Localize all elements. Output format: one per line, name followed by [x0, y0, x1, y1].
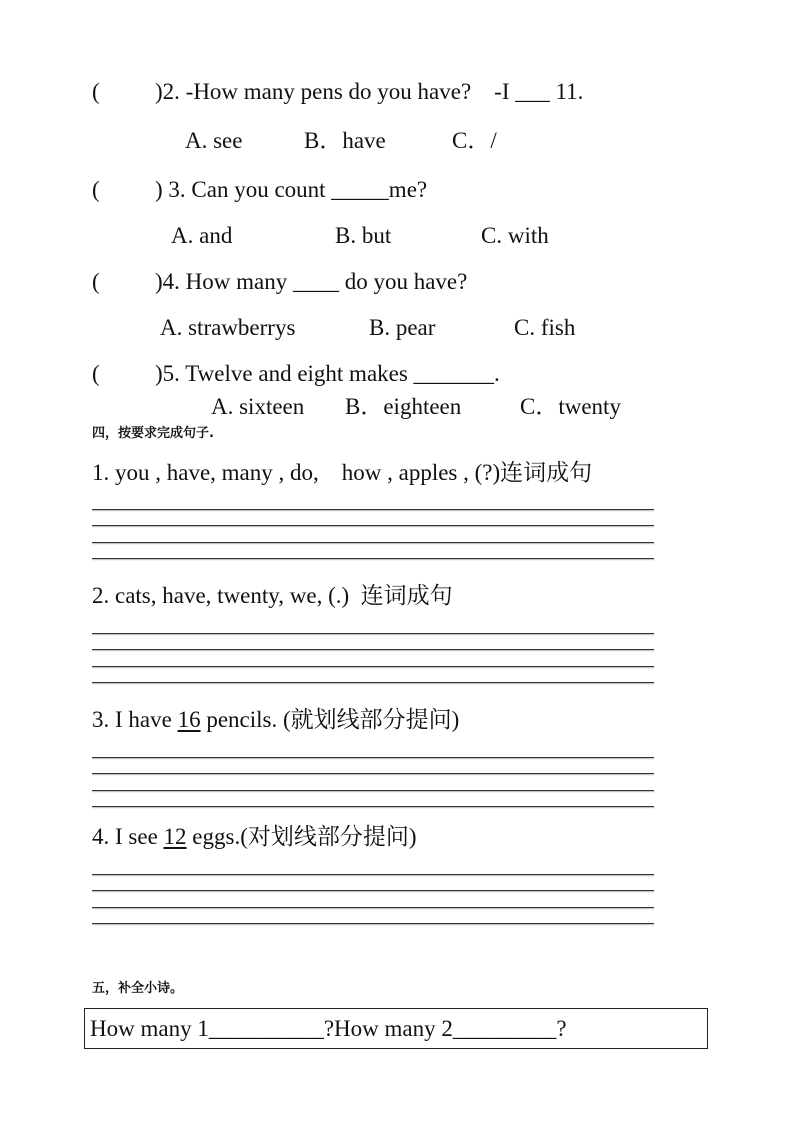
answer-lines-4 — [92, 874, 654, 926]
option-b: B．eighteen — [345, 394, 462, 419]
option-c: C．/ — [452, 128, 497, 153]
answer-line — [92, 509, 654, 510]
answer-paren: ( — [92, 79, 100, 104]
options-row — [0, 222, 794, 250]
underlined-number: 12 — [163, 824, 187, 849]
answer-line — [92, 773, 654, 774]
options-row — [0, 393, 794, 421]
answer-line — [92, 923, 654, 924]
option-c: C．twenty — [520, 394, 621, 419]
section-5-title: 五，补全小诗。 — [92, 981, 184, 996]
answer-line — [92, 790, 654, 791]
options-row — [0, 314, 794, 342]
answer-line — [92, 907, 654, 908]
prompt-text: pencils. (就划线部分提问) — [200, 707, 460, 732]
answer-paren: ( — [92, 361, 100, 386]
exercise-4-prompt — [92, 822, 417, 852]
prompt-text: 3. I have — [92, 707, 178, 732]
answer-line — [92, 806, 654, 807]
answer-line — [92, 666, 654, 667]
exercise-2-prompt: 2. cats, have, twenty, we, (.) 连词成句 — [92, 583, 453, 608]
answer-line — [92, 649, 654, 650]
question-stem: )4. How many ____ do you have? — [155, 269, 468, 294]
options-row — [0, 127, 794, 155]
option-a: A. strawberrys — [160, 315, 296, 340]
exercise-1-prompt: 1. you , have, many , do, how , apples , (?)连词成句 — [92, 460, 593, 485]
prompt-text: 4. I see — [92, 824, 164, 849]
option-c: C. with — [481, 223, 549, 248]
answer-paren: ( — [92, 177, 100, 202]
option-b: B．have — [304, 128, 386, 153]
option-b: B. but — [335, 223, 392, 248]
answer-line — [92, 542, 654, 543]
question-stem: )5. Twelve and eight makes _______. — [155, 361, 500, 386]
section-4-title: 四，按要求完成句子. — [92, 426, 214, 441]
answer-line — [92, 558, 654, 559]
underlined-number: 16 — [177, 707, 201, 732]
answer-lines-1 — [92, 509, 654, 561]
exercise-3-prompt — [92, 705, 459, 735]
prompt-text: eggs.(对划线部分提问) — [186, 824, 417, 849]
answer-line — [92, 890, 654, 891]
option-a: A. sixteen — [211, 394, 305, 419]
poem-box — [84, 1008, 708, 1049]
answer-line — [92, 682, 654, 683]
answer-lines-2 — [92, 633, 654, 685]
answer-paren: ( — [92, 269, 100, 294]
poem-line: How many 1__________?How many 2_________? — [90, 1016, 567, 1041]
option-c: C. fish — [514, 315, 576, 340]
answer-line — [92, 874, 654, 875]
answer-lines-3 — [92, 757, 654, 809]
question-stem: ) 3. Can you count _____me? — [155, 177, 428, 202]
answer-line — [92, 757, 654, 758]
answer-line — [92, 525, 654, 526]
answer-line — [92, 633, 654, 634]
question-stem: )2. -How many pens do you have? -I ___ 11. — [155, 79, 584, 104]
option-a: A. and — [171, 223, 233, 248]
option-b: B. pear — [369, 315, 436, 340]
option-a: A. see — [185, 128, 243, 153]
